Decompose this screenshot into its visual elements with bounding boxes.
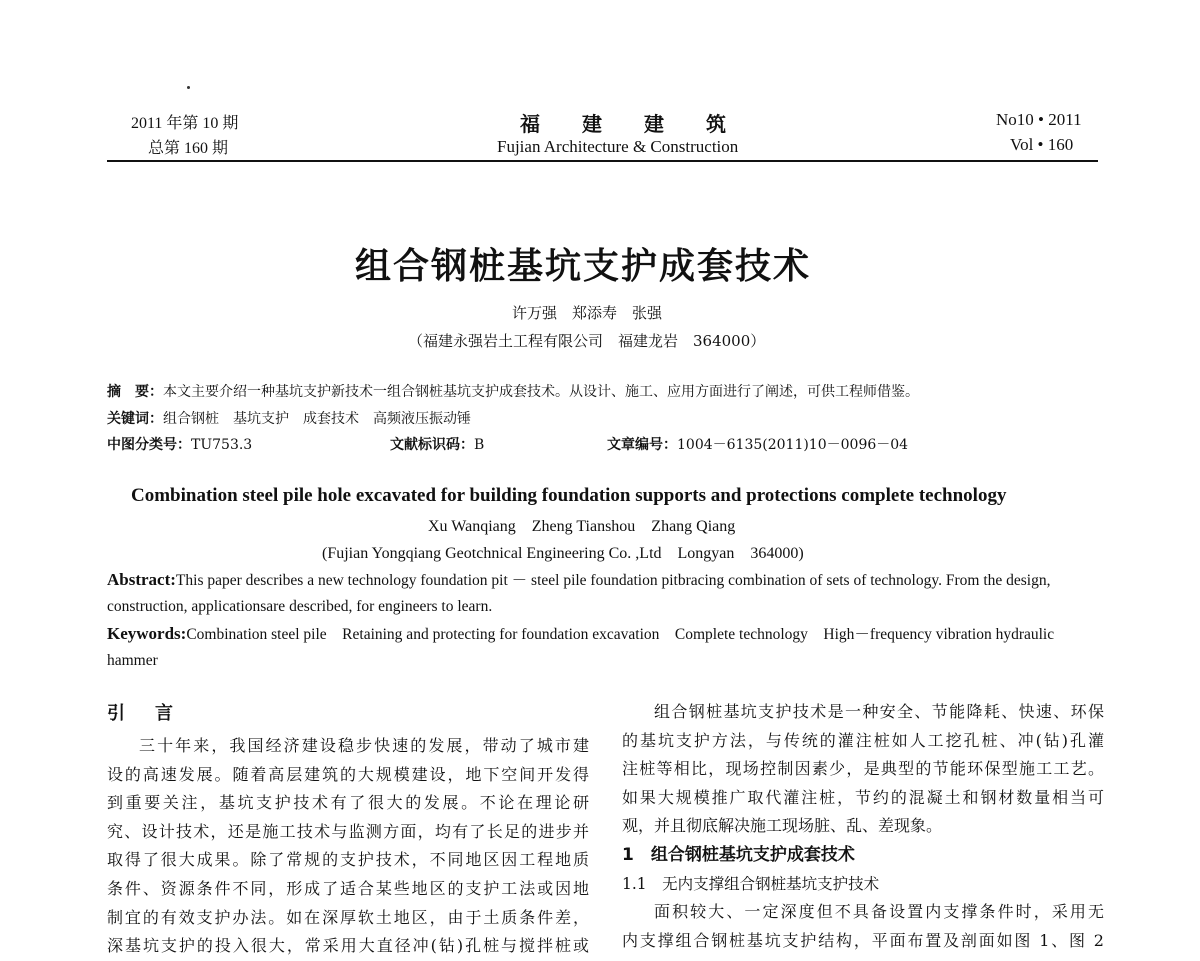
body-line: 制宜的有效支护办法。如在深厚软土地区，由于土质条件差， xyxy=(107,907,589,927)
article-number xyxy=(607,434,908,454)
journal-name-cn: 福建建筑 xyxy=(520,112,768,136)
volume-en: Vol • 160 xyxy=(1010,135,1074,154)
body-line: 组合钢桩基坑支护技术是一种安全、节能降耗、快速、环保 xyxy=(654,702,1104,721)
body-line: 取得了很大成果。除了常规的支护技术，不同地区因工程地质 xyxy=(107,850,589,870)
article-number-label: 文章编号： xyxy=(607,437,677,453)
scan-speck xyxy=(187,86,190,89)
body-line: 三十年来，我国经济建设稳步快速的发展，带动了城市建 xyxy=(139,736,589,755)
abstract-cn-label: 摘 要： xyxy=(107,384,163,400)
body-line: 内支撑组合钢桩基坑支护结构，平面布置及剖面如图 1、图 2 xyxy=(622,930,1104,950)
body-line: 如果大规模推广取代灌注桩，节约的混凝土和钢材数量相当可 xyxy=(622,787,1104,807)
paper-title-en: Combination steel pile hole excavated for building foundation supports and protections complete technology xyxy=(131,485,1007,506)
clc-label: 中图分类号： xyxy=(107,437,191,453)
body-line: 到重要关注，基坑支护技术有了很大的发展。不论在理论研 xyxy=(107,793,589,813)
body-line: 注桩等相比，现场控制因素少，是典型的节能环保型施工工艺。 xyxy=(622,759,1104,779)
clc-value: TU753.3 xyxy=(191,437,253,453)
authors-cn: 许万强 郑添寿 张强 xyxy=(512,304,663,322)
doc-code-value: B xyxy=(474,437,485,453)
body-line: 面积较大、一定深度但不具备设置内支撑条件时，采用无 xyxy=(654,902,1104,922)
section-1-1-heading: 1.1 无内支撑组合钢桩基坑支护技术 xyxy=(622,874,880,893)
total-issue-cn: 总第 160 期 xyxy=(148,140,229,157)
keywords-cn-text: 组合钢桩 基坑支护 成套技术 高频液压振动锤 xyxy=(163,411,471,427)
keywords-cn-label: 关键词： xyxy=(107,411,163,427)
journal-name-en: Fujian Architecture & Construction xyxy=(497,137,739,156)
doc-code-label: 文献标识码： xyxy=(390,437,474,453)
affiliation-en: (Fujian Yongqiang Geotchnical Engineering Co. ,Ltd Longyan 364000) xyxy=(322,545,804,562)
keywords-en-label: Keywords: xyxy=(107,624,187,643)
abstract-cn-text: 本文主要介绍一种基坑支护新技术一组合钢桩基坑支护成套技术。从设计、施工、应用方面进行了阐述，可供工程师借鉴。 xyxy=(163,384,919,400)
section-1-heading: 1 组合钢桩基坑支护成套技术 xyxy=(622,844,855,865)
paper-title-cn: 组合钢桩基坑支护成套技术 xyxy=(355,246,812,287)
keywords-en xyxy=(107,621,1102,674)
authors-en: Xu Wanqiang Zheng Tianshou Zhang Qiang xyxy=(428,518,736,535)
header-rule xyxy=(107,160,1098,162)
issue-number-cn: 2011 年第 10 期 xyxy=(131,115,239,132)
abstract-cn xyxy=(107,381,919,401)
keywords-en-text: Combination steel pile Retaining and protecting for foundation excavation Complete technology High－frequency vibration hydraulic hammer xyxy=(107,626,1055,669)
body-line: 观，并且彻底解决施工现场脏、乱、差现象。 xyxy=(622,816,943,836)
abstract-en-label: Abstract: xyxy=(107,570,176,589)
abstract-en-text: This paper describes a new technology foundation pit － steel pile foundation pitbracing combination of sets of technology. From the design, construction, applicationsare described, for engineers to learn. xyxy=(107,572,1051,615)
document-code xyxy=(390,434,484,454)
clc-number xyxy=(107,434,252,454)
intro-heading: 引 言 xyxy=(107,703,179,724)
keywords-cn xyxy=(107,408,471,428)
abstract-en xyxy=(107,567,1102,620)
affiliation-cn: （福建永强岩土工程有限公司 福建龙岩 364000） xyxy=(408,332,766,350)
body-line: 深基坑支护的投入很大，常采用大直径冲(钻)孔桩与搅拌桩或 xyxy=(107,936,589,956)
body-right-column xyxy=(622,698,1104,955)
body-left-column xyxy=(107,732,589,961)
article-number-value: 1004－6135(2011)10－0096－04 xyxy=(677,437,909,453)
body-line: 究、设计技术，还是施工技术与监测方面，均有了长足的进步并 xyxy=(107,821,589,841)
issue-number-en: No10 • 2011 xyxy=(996,110,1082,129)
body-line: 的基坑支护方法，与传统的灌注桩如人工挖孔桩、冲(钻)孔灌 xyxy=(622,730,1104,750)
body-line: 条件、资源条件不同，形成了适合某些地区的支护工法或因地 xyxy=(107,878,589,898)
body-line: 设的高速发展。随着高层建筑的大规模建设，地下空间开发得 xyxy=(107,764,589,784)
